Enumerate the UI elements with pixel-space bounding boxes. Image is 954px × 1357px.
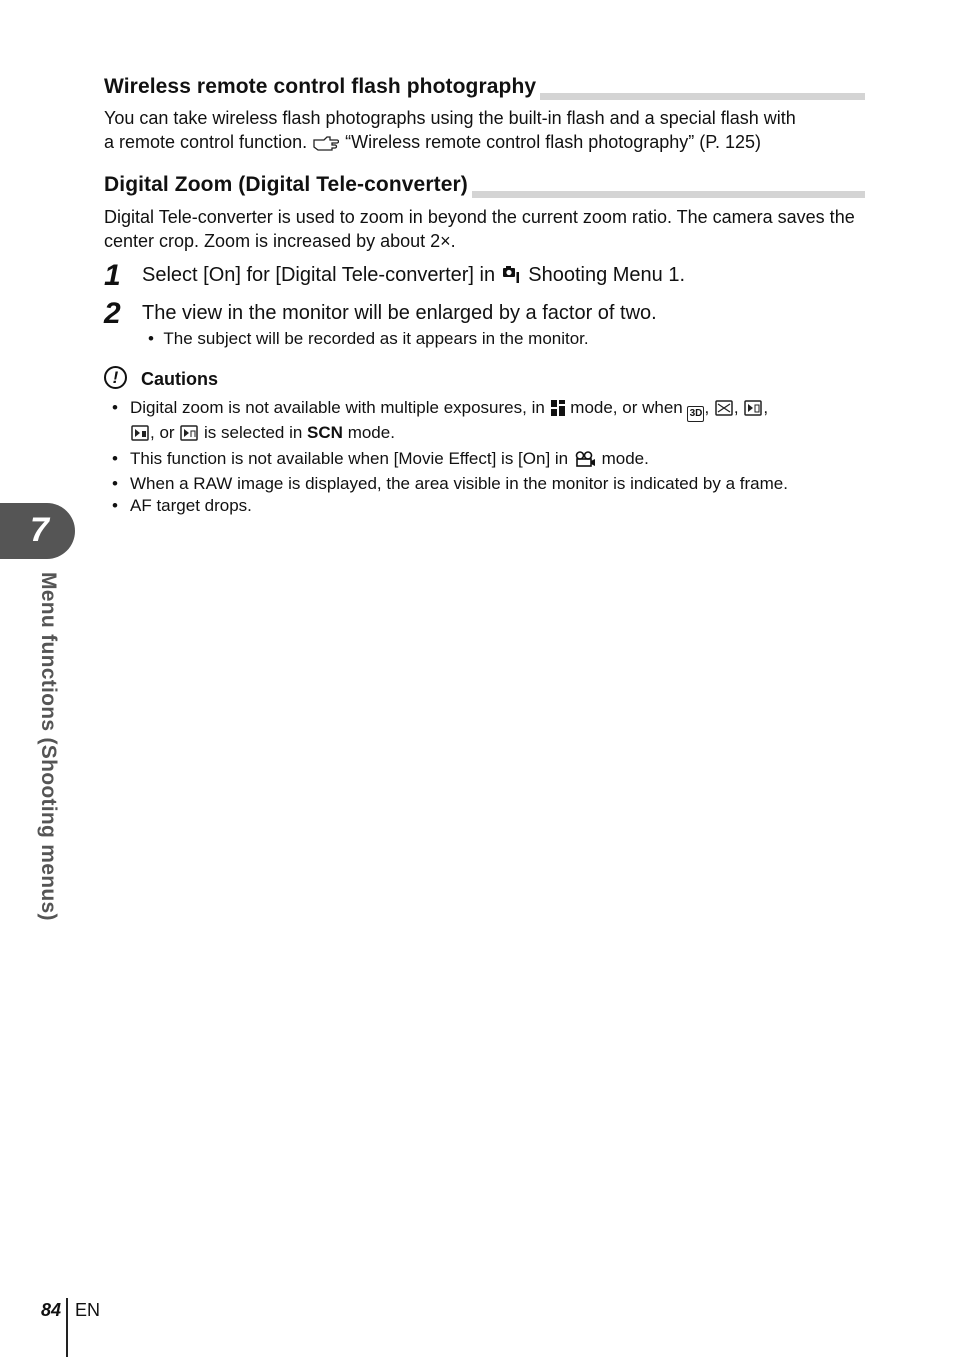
caution1-text-a: Digital zoom is not available with multiple exposures, in (130, 398, 545, 417)
multi-frame-mode-icon (551, 400, 565, 422)
caution-item (110, 448, 870, 473)
cautions-list (110, 397, 870, 517)
chapter-number: 7 (30, 511, 49, 549)
chapter-side-label: Menu functions (Shooting menus) (37, 572, 60, 921)
heading-wireless-flash: Wireless remote control flash photography (104, 74, 540, 100)
section-digital-zoom (104, 170, 865, 253)
caution2-text-b: mode. (601, 448, 649, 468)
cautions-header (104, 366, 864, 394)
cautions-box (104, 366, 864, 516)
scn-mode-label: SCN (307, 423, 343, 443)
step-number: 1 (104, 259, 121, 292)
digital-zoom-text: Digital Tele-converter is used to zoom in beyond the current zoom ratio. The camera saves the center crop. Zoom is increased by about 2×. (104, 207, 855, 251)
caution1-text-d: mode. (347, 423, 395, 443)
caution2-text-a: This function is not available when [Movie Effect] is [On] in (130, 448, 569, 468)
caution-item: • When a RAW image is displayed, the area visible in the monitor is indicated by a frame. (110, 473, 870, 495)
panorama-icon (715, 400, 733, 422)
chapter-tab (0, 503, 75, 559)
caution1-text-b: mode, or when (570, 398, 683, 417)
scene-mode-a-icon (744, 400, 762, 422)
caution1-text-c: is selected in (204, 423, 303, 443)
section-wireless-flash (104, 72, 865, 157)
caution-item: • AF target drops. (110, 495, 870, 517)
step2-bullet-text: The subject will be recorded as it appears in the monitor. (163, 329, 589, 348)
step1-text-a: Select [On] for [Digital Tele-converter] in (142, 264, 496, 286)
camera-menu-1-icon (502, 264, 522, 291)
warning-icon: ! (104, 366, 127, 389)
3d-photo-icon: 3D (687, 406, 704, 422)
step2-bullet (148, 328, 589, 350)
footer-divider (66, 1298, 68, 1357)
cautions-title: Cautions (141, 369, 219, 389)
heading-digital-zoom: Digital Zoom (Digital Tele-converter) (104, 172, 472, 198)
step-number: 2 (104, 297, 121, 330)
scene-mode-b-icon (131, 425, 149, 447)
wireless-flash-text (104, 106, 865, 157)
section-heading-wireless (104, 72, 865, 100)
step-text (142, 262, 685, 291)
step-text: The view in the monitor will be enlarged by a factor of two. (142, 302, 657, 324)
wireless-line1: You can take wireless flash photographs using the built-in flash and a special flash with (104, 108, 796, 128)
step1-text-b: Shooting Menu 1. (528, 264, 686, 286)
reference-hand-icon (313, 133, 339, 157)
scene-mode-c-icon (180, 425, 198, 447)
bullet-mark: • (148, 329, 164, 348)
wireless-ref-link[interactable]: “Wireless remote control flash photography” (P. 125) (345, 132, 761, 152)
wireless-line2a: a remote control function. (104, 132, 308, 152)
language-code: EN (75, 1300, 101, 1320)
movie-mode-icon (574, 451, 596, 473)
page-number: 84 (41, 1300, 62, 1320)
caution-item: • Digital zoom is not available with multiple exposures, in mode, or when 3D , , , , or is selected in SCN mode. (110, 397, 870, 448)
section-heading-zoom (104, 170, 865, 198)
